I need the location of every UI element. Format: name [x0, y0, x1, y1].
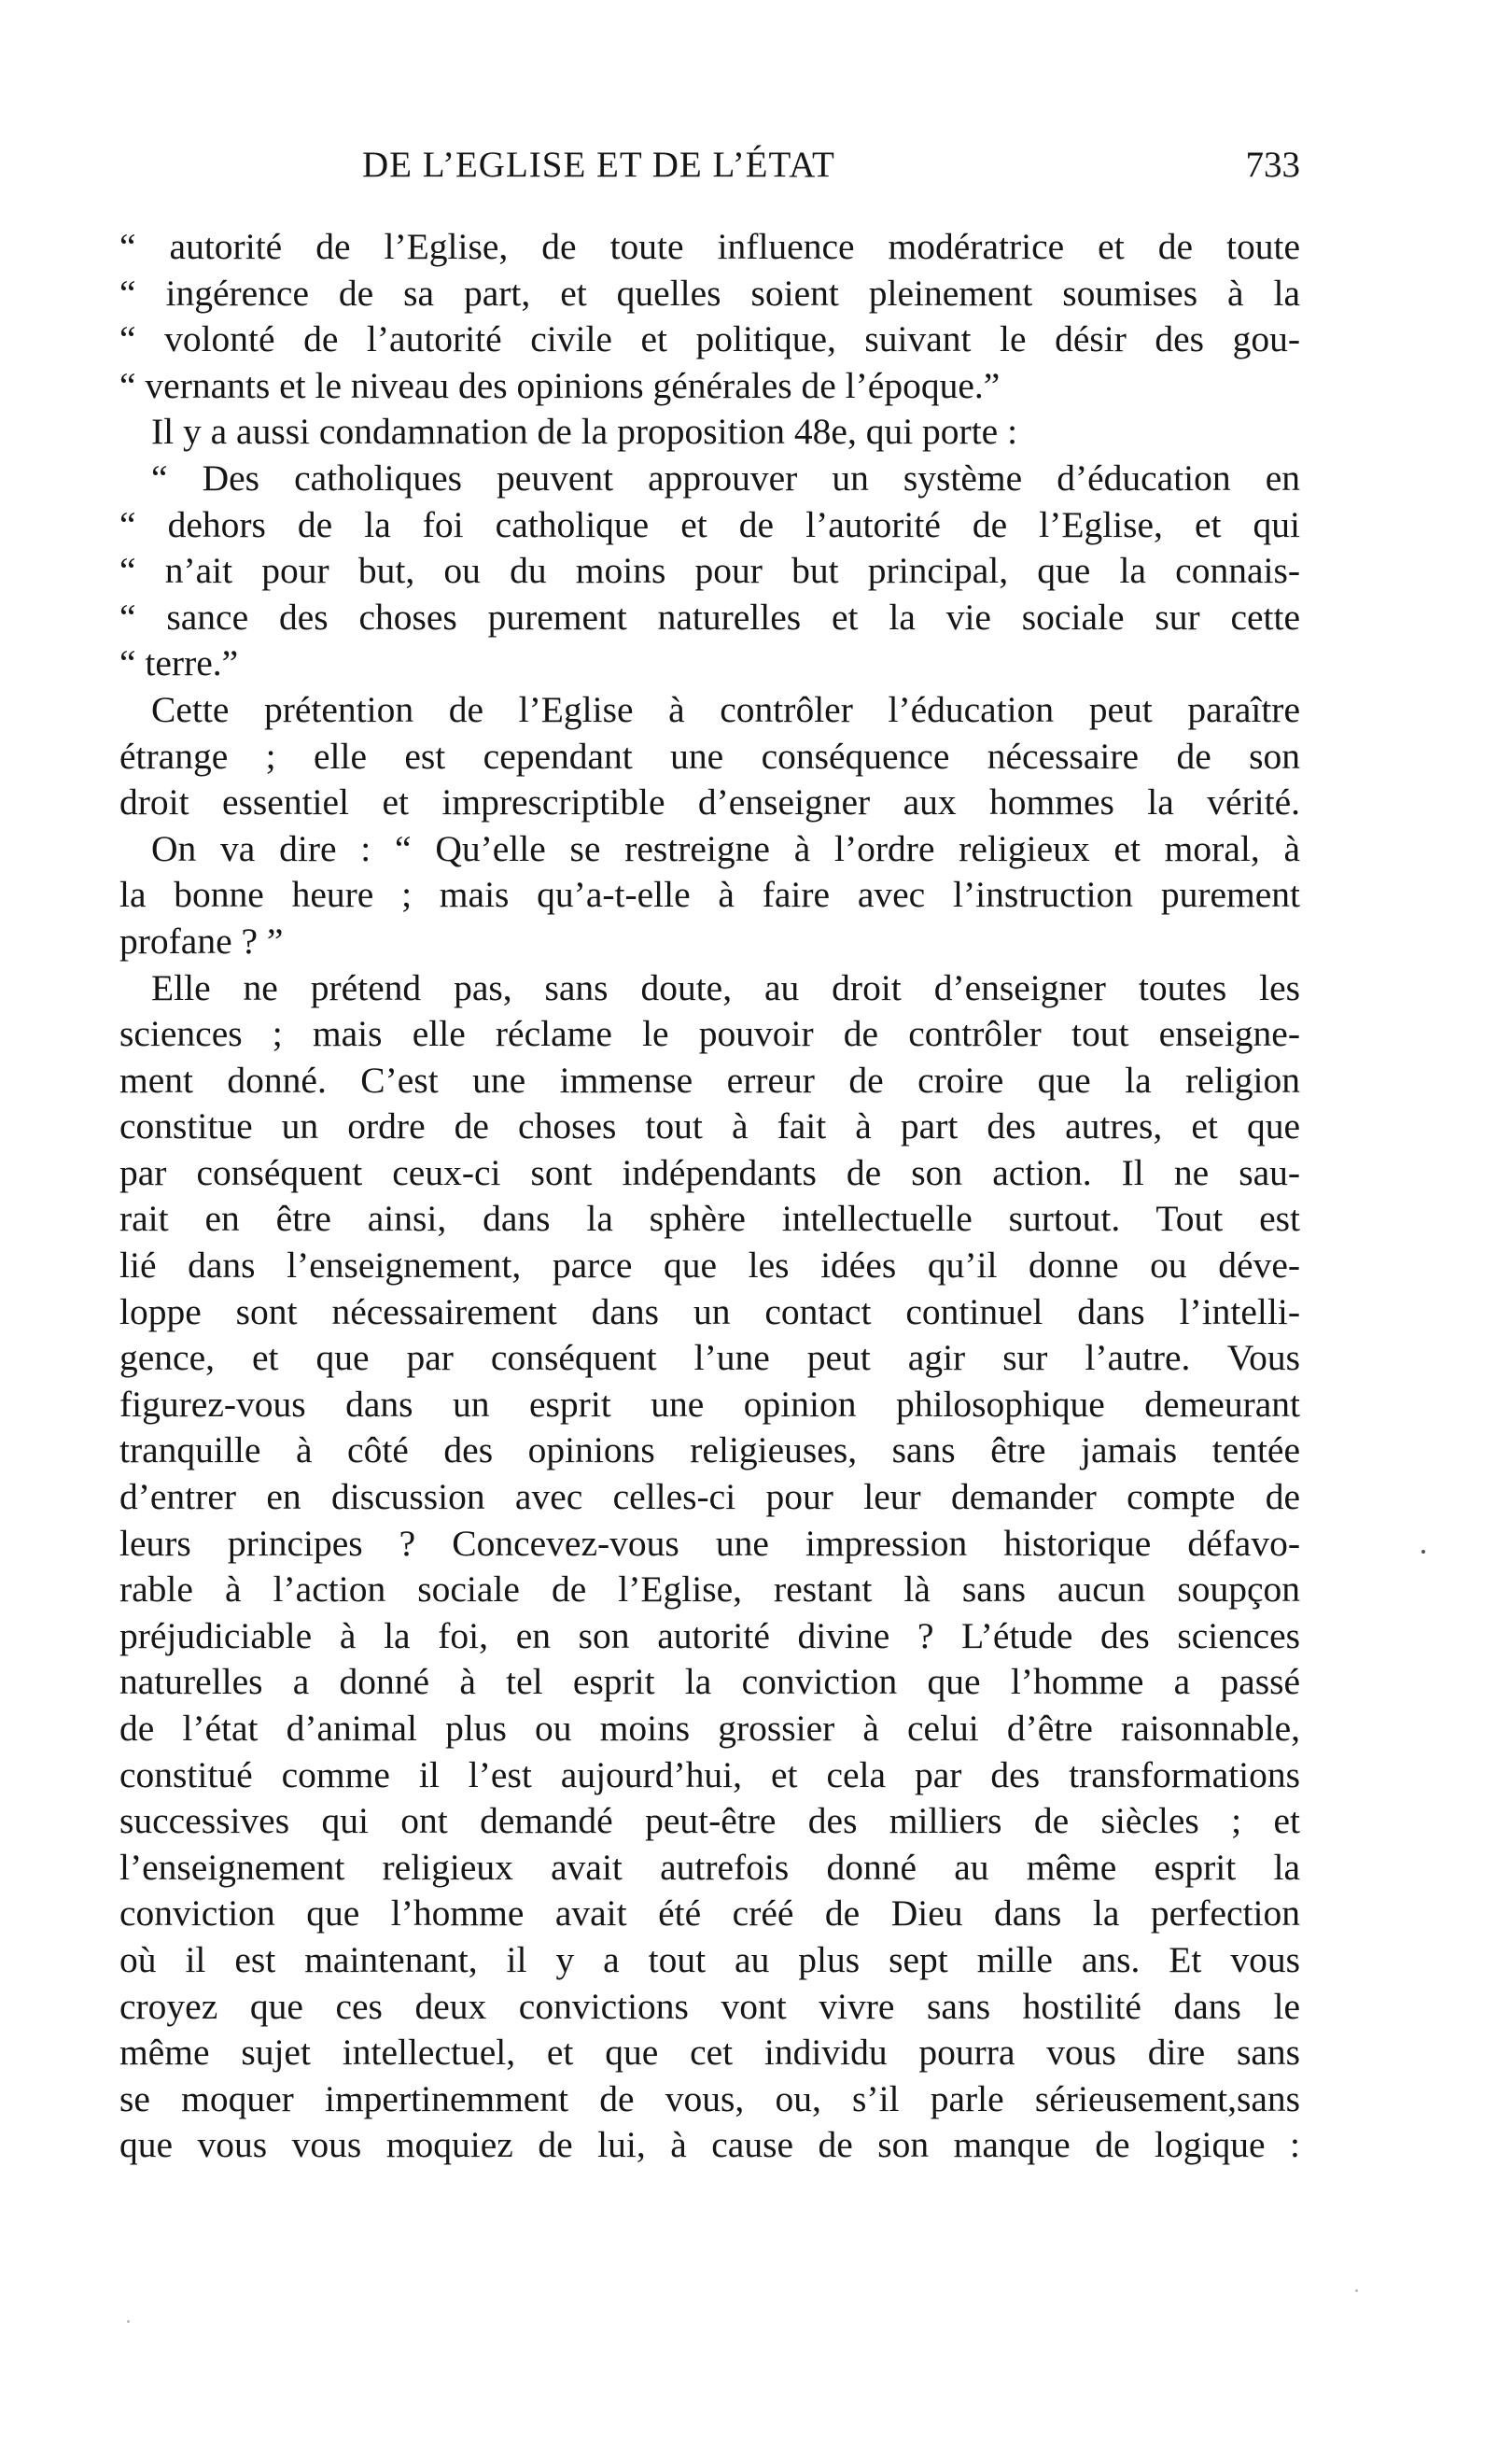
text-line: successives qui ont demandé peut-être des milliers de siècles ; et [119, 1800, 1300, 1842]
text-line: conviction que l’homme avait été créé de Dieu dans la perfection [119, 1892, 1300, 1934]
text-line: naturelles a donné à tel esprit la conviction que l’homme a passé [119, 1661, 1300, 1703]
text-line: profane ? ” [119, 920, 284, 962]
text-line: lié dans l’enseignement, parce que les idées qu’il donne ou déve- [119, 1245, 1300, 1287]
scan-speck [127, 2320, 130, 2323]
text-line: de l’état d’animal plus ou moins grossier à celui d’être raisonnable, [119, 1708, 1300, 1749]
text-line: où il est maintenant, il y a tout au plus sept mille ans. Et vous [119, 1938, 1300, 1980]
text-line: “ dehors de la foi catholique et de l’autorité de l’Eglise, et qui [119, 503, 1300, 545]
text-line: droit essentiel et imprescriptible d’enseigner aux hommes la vérité. [119, 781, 1300, 823]
text-line: “ n’ait pour but, ou du moins pour but principal, que la connais- [119, 550, 1300, 592]
text-line: constitue un ordre de choses tout à fait à part des autres, et que [119, 1105, 1300, 1147]
text-line: d’entrer en discussion avec celles-ci pour leur demander compte de [119, 1476, 1300, 1518]
running-head [119, 144, 1300, 196]
text-line: par conséquent ceux-ci sont indépendants de son action. Il ne sau- [119, 1151, 1300, 1193]
text-line: l’enseignement religieux avait autrefois donné au même esprit la [119, 1846, 1300, 1888]
text-line: “ autorité de l’Eglise, de toute influence modératrice et de toute [119, 226, 1300, 267]
text-line: “ terre.” [119, 642, 239, 684]
text-line: préjudiciable à la foi, en son autorité divine ? L’étude des sciences [119, 1614, 1300, 1656]
text-line: “ Des catholiques peuvent approuver un système d’éducation en [151, 457, 1300, 499]
text-line: “ volonté de l’autorité civile et politique, suivant le désir des gou- [119, 318, 1300, 360]
text-line: même sujet intellectuel, et que cet individu pourra vous dire sans [119, 2032, 1300, 2074]
body-text [119, 224, 1300, 2169]
text-line: “ ingérence de sa part, et quelles soient pleinement soumises à la [119, 272, 1300, 314]
text-line: Il y a aussi condamnation de la proposition 48e, qui porte : [151, 411, 1018, 453]
text-line: se moquer impertinemment de vous, ou, s’il parle sérieusement,sans [119, 2077, 1300, 2119]
page-number: 733 [1245, 145, 1300, 185]
text-line: rable à l’action sociale de l’Eglise, restant là sans aucun soupçon [119, 1569, 1300, 1611]
text-line: ment donné. C’est une immense erreur de croire que la religion [119, 1059, 1300, 1101]
text-line: Cette prétention de l’Eglise à contrôler l’éducation peut paraître [151, 688, 1300, 730]
text-line: figurez-vous dans un esprit une opinion philosophique demeurant [119, 1383, 1300, 1425]
text-line: tranquille à côté des opinions religieuses, sans être jamais tentée [119, 1429, 1300, 1471]
text-line: Elle ne prétend pas, sans doute, au droit d’enseigner toutes les [151, 966, 1300, 1008]
text-line: loppe sont nécessairement dans un contact continuel dans l’intelli- [119, 1290, 1300, 1332]
text-line: croyez que ces deux convictions vont vivre sans hostilité dans le [119, 1985, 1300, 2027]
text-line: “ sance des choses purement naturelles et la vie sociale sur cette [119, 596, 1300, 638]
text-line: gence, et que par conséquent l’une peut agir sur l’autre. Vous [119, 1337, 1300, 1379]
running-title: DE L’EGLISE ET DE L’ÉTAT [362, 145, 835, 185]
scan-speck [1421, 1550, 1425, 1554]
text-line: étrange ; elle est cependant une conséquence nécessaire de son [119, 735, 1300, 777]
text-line: la bonne heure ; mais qu’a-t-elle à faire avec l’instruction purement [119, 874, 1300, 916]
text-line: constitué comme il l’est aujourd’hui, et cela par des transformations [119, 1753, 1300, 1795]
text-line: “ vernants et le niveau des opinions générales de l’époque.” [119, 364, 1001, 406]
text-line: que vous vous moquiez de lui, à cause de son manque de logique : [119, 2124, 1300, 2166]
text-line: leurs principes ? Concevez-vous une impression historique défavo- [119, 1522, 1300, 1564]
text-line: On va dire : “ Qu’elle se restreigne à l’ordre religieux et moral, à [151, 827, 1300, 869]
scan-speck [1355, 2289, 1358, 2292]
text-line: sciences ; mais elle réclame le pouvoir de contrôler tout enseigne- [119, 1013, 1300, 1055]
text-line: rait en être ainsi, dans la sphère intellectuelle surtout. Tout est [119, 1198, 1300, 1240]
